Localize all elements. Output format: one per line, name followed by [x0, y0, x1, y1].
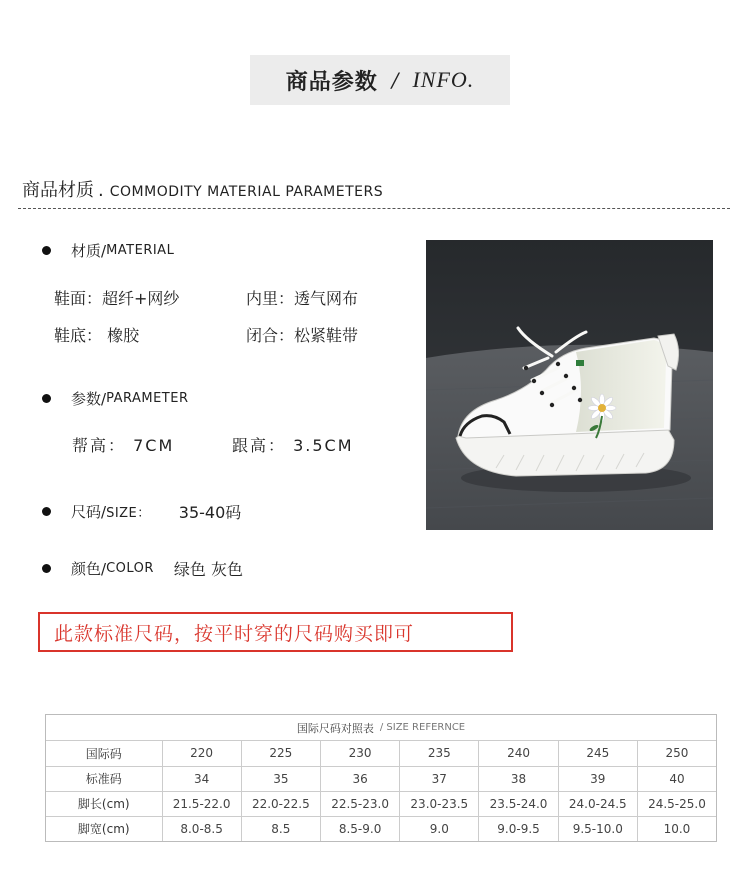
table-cell: 9.0 — [400, 816, 479, 841]
page-title-en: INFO. — [412, 67, 475, 92]
table-cell: 8.5 — [241, 816, 320, 841]
table-cell: 240 — [479, 741, 558, 766]
section-title-dot: . — [98, 180, 104, 201]
table-cell: 22.5-23.0 — [320, 791, 399, 816]
bullet-icon — [42, 564, 51, 573]
material-label-row — [42, 240, 174, 261]
color-label-en: COLOR — [106, 561, 154, 576]
material-upper: 鞋面：超纤+网纱 — [54, 289, 180, 308]
table-cell: 9.0-9.5 — [479, 816, 558, 841]
parameter-label-row — [42, 388, 188, 409]
table-cell: 250 — [637, 741, 716, 766]
product-photo — [426, 240, 713, 530]
table-cell: 230 — [320, 741, 399, 766]
section-divider — [18, 208, 730, 209]
table-cell: 24.5-25.0 — [637, 791, 716, 816]
page-title-box — [250, 55, 510, 105]
table-cell: 9.5-10.0 — [558, 816, 637, 841]
title-separator: / — [391, 68, 399, 92]
color-label-cn: 颜色/ — [71, 560, 107, 578]
page-title-cn: 商品参数 — [285, 69, 378, 95]
table-cell: 225 — [241, 741, 320, 766]
material-section-heading — [22, 176, 383, 202]
color-value: 绿色 灰色 — [173, 560, 244, 579]
parameter-label-cn: 参数/ — [71, 390, 107, 408]
table-row — [46, 741, 716, 766]
table-cell: 8.5-9.0 — [320, 816, 399, 841]
bullet-icon — [42, 246, 51, 255]
table-cell: 8.0-8.5 — [162, 816, 241, 841]
table-cell: 245 — [558, 741, 637, 766]
table-title-en: / SIZE REFERNCE — [379, 722, 466, 733]
table-row-header: 脚宽(cm) — [46, 816, 162, 841]
table-cell: 37 — [400, 766, 479, 791]
table-cell: 35 — [241, 766, 320, 791]
table-row-header: 国际码 — [46, 741, 162, 766]
table-cell: 10.0 — [663, 821, 691, 836]
table-cell: 38 — [479, 766, 558, 791]
material-label-en: MATERIAL — [106, 243, 175, 258]
bullet-icon — [42, 394, 51, 403]
sneaker-image — [426, 240, 713, 530]
table-row-header: 标准码 — [46, 766, 162, 791]
section-title-cn: 商品材质 — [22, 180, 94, 201]
table-cell: 39 — [558, 766, 637, 791]
size-row — [42, 500, 241, 523]
upper-height: 帮高： 7CM — [72, 436, 175, 455]
bullet-icon — [42, 507, 51, 516]
table-cell: 40 — [637, 766, 716, 791]
size-value: 35-40码 — [178, 503, 242, 522]
parameter-label-en: PARAMETER — [106, 391, 189, 406]
table-cell: 21.5-22.0 — [162, 791, 241, 816]
size-table — [46, 741, 716, 841]
table-row — [46, 791, 716, 816]
color-row — [42, 557, 243, 580]
table-cell: 23.5-24.0 — [479, 791, 558, 816]
table-cell: 34 — [162, 766, 241, 791]
material-lining: 内里：透气网布 — [246, 289, 359, 308]
section-title-en: COMMODITY MATERIAL PARAMETERS — [109, 184, 384, 200]
table-cell: 220 — [162, 741, 241, 766]
table-cell: 24.0-24.5 — [558, 791, 637, 816]
heel-height: 跟高： 3.5CM — [232, 436, 354, 455]
size-label-en: SIZE： — [106, 506, 151, 521]
table-caption — [46, 715, 716, 741]
table-row — [46, 816, 716, 841]
size-notice-text: 此款标准尺码，按平时穿的尺码购买即可 — [54, 622, 415, 645]
table-cell: 23.0-23.5 — [400, 791, 479, 816]
material-sole: 鞋底： 橡胶 — [54, 326, 140, 345]
material-label-cn: 材质/ — [71, 242, 107, 260]
table-cell: 235 — [400, 741, 479, 766]
table-cell: 36 — [320, 766, 399, 791]
size-label-cn: 尺码/ — [71, 503, 107, 521]
table-row-header: 脚长(cm) — [46, 791, 162, 816]
size-reference-table — [45, 714, 717, 842]
table-row — [46, 766, 716, 791]
material-closure: 闭合：松紧鞋带 — [246, 326, 359, 345]
table-title-cn: 国际尺码对照表 — [296, 721, 374, 735]
size-notice — [38, 612, 513, 652]
table-cell: 22.0-22.5 — [241, 791, 320, 816]
